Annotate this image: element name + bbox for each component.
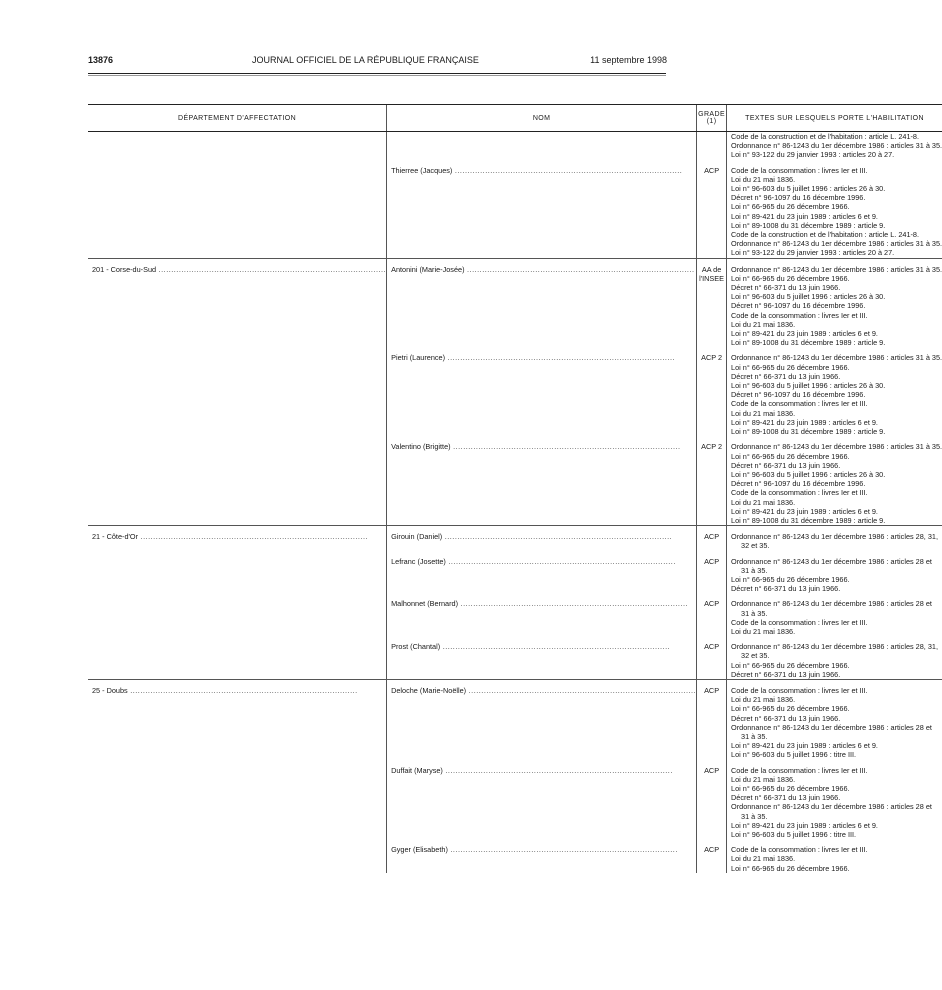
texte-line: Code de la consommation : livres Ier et III. xyxy=(731,845,868,855)
texte-line: Loi n° 66-965 du 26 décembre 1966. xyxy=(731,362,850,372)
table-row xyxy=(88,353,942,436)
nom-label: Girouin (Daniel) ..... xyxy=(387,532,696,541)
texte-line: Décret n° 66-371 du 13 juin 1966. xyxy=(731,669,841,679)
table-row xyxy=(88,166,942,259)
nom-cell xyxy=(387,845,697,873)
texte-line: Ordonnance n° 86-1243 du 1er décembre 1986 : articles 28 et xyxy=(731,599,932,609)
departement-label: 21 - Côte-d'Or ..... xyxy=(88,532,386,541)
departement-cell xyxy=(88,532,387,550)
grade-label: ACP xyxy=(704,532,720,542)
table-row xyxy=(88,599,942,636)
departement-cell xyxy=(88,686,387,760)
texte-line: Loi n° 96-603 du 5 juillet 1996 : articles 26 à 30. xyxy=(731,381,886,391)
textes-cell xyxy=(727,265,942,348)
texte-line: Code de la construction et de l'habitation : article L. 241-8. xyxy=(731,230,920,240)
page-header xyxy=(0,55,731,69)
texte-line: Loi n° 89-421 du 23 juin 1989 : articles 6 et 9. xyxy=(731,417,878,427)
departement-label: 25 - Doubs ..... xyxy=(88,686,386,695)
texte-line: Loi n° 93-122 du 29 janvier 1993 : articles 20 à 27. xyxy=(731,150,895,160)
nom-cell xyxy=(387,686,697,760)
texte-line: Ordonnance n° 86-1243 du 1er décembre 1986 : articles 31 à 35. xyxy=(731,353,942,363)
grade-label: ACP 2 xyxy=(701,442,723,452)
texte-line: Loi du 21 mai 1836. xyxy=(731,774,796,784)
nom-cell xyxy=(387,166,697,259)
textes-cell xyxy=(727,166,942,259)
texte-line: Code de la consommation : livres Ier et III. xyxy=(731,617,868,627)
departement-cell xyxy=(88,265,387,348)
textes-cell xyxy=(727,686,942,760)
textes-cell xyxy=(727,532,942,550)
nom-label: Malhonnet (Bernard) ..... xyxy=(387,599,696,608)
texte-line: Loi n° 96-603 du 5 juillet 1996 : articles 26 à 30. xyxy=(731,292,886,302)
departement-cell xyxy=(88,557,387,594)
table-row xyxy=(88,557,942,594)
grade-label: ACP xyxy=(704,165,720,175)
nom-label: Thierree (Jacques) ..... xyxy=(387,166,696,175)
texte-line: Décret n° 66-371 du 13 juin 1966. xyxy=(731,371,841,381)
grade-cell xyxy=(697,845,727,873)
table-row xyxy=(88,845,942,873)
column-header-departement: DÉPARTEMENT D'AFFECTATION xyxy=(88,105,387,132)
texte-line: Loi n° 89-421 du 23 juin 1989 : articles 6 et 9. xyxy=(731,211,878,221)
texte-line: Loi n° 66-965 du 26 décembre 1966. xyxy=(731,660,850,670)
habilitation-table xyxy=(88,104,942,873)
texte-line: Loi n° 66-965 du 26 décembre 1966. xyxy=(731,202,850,212)
nom-label: Prost (Chantal) ..... xyxy=(387,642,696,651)
table-row xyxy=(88,265,942,348)
grade-label: ACP xyxy=(704,845,720,855)
journal-title: JOURNAL OFFICIEL DE LA RÉPUBLIQUE FRANÇAISE xyxy=(252,55,479,65)
texte-line: Loi n° 89-1008 du 31 décembre 1989 : article 9. xyxy=(731,338,886,348)
grade-cell xyxy=(697,353,727,436)
texte-line: Décret n° 96-1097 du 16 décembre 1996. xyxy=(731,390,866,400)
texte-line: Ordonnance n° 86-1243 du 1er décembre 1986 : articles 28 et xyxy=(731,802,932,812)
grade-cell xyxy=(697,599,727,636)
texte-line: Ordonnance n° 86-1243 du 1er décembre 1986 : articles 28, 31, xyxy=(731,642,938,652)
texte-line: Loi n° 96-603 du 5 juillet 1996 : articles 26 à 30. xyxy=(731,184,886,194)
textes-cell xyxy=(727,845,942,873)
texte-line: Ordonnance n° 86-1243 du 1er décembre 1986 : articles 28, 31, xyxy=(731,532,938,542)
column-header-textes: TEXTES SUR LESQUELS PORTE L'HABILITATION xyxy=(727,105,942,132)
table-row xyxy=(88,442,942,525)
grade-cell xyxy=(697,132,727,160)
texte-line: Ordonnance n° 86-1243 du 1er décembre 1986 : articles 28 et xyxy=(731,556,932,566)
texte-line: Loi du 21 mai 1836. xyxy=(731,319,796,329)
texte-line: Code de la consommation : livres Ier et III. xyxy=(731,310,868,320)
texte-line: Loi n° 66-965 du 26 décembre 1966. xyxy=(731,451,850,461)
grade-label: ACP xyxy=(704,556,720,566)
texte-line: 32 et 35. xyxy=(741,651,770,661)
table-row xyxy=(88,642,942,679)
texte-line: Décret n° 96-1097 du 16 décembre 1996. xyxy=(731,479,866,489)
grade-cell xyxy=(697,442,727,525)
departement-cell xyxy=(88,766,387,840)
departement-cell xyxy=(88,642,387,679)
table-row xyxy=(88,532,942,550)
grade-label: ACP xyxy=(704,765,720,775)
table-header-row xyxy=(88,105,942,132)
departement-cell xyxy=(88,599,387,636)
texte-line: Code de la consommation : livres Ier et III. xyxy=(731,488,868,498)
texte-line: Loi n° 89-421 du 23 juin 1989 : articles 6 et 9. xyxy=(731,329,878,339)
texte-line: Loi n° 93-122 du 29 janvier 1993 : articles 20 à 27. xyxy=(731,248,895,258)
texte-line: Décret n° 66-371 du 13 juin 1966. xyxy=(731,713,841,723)
nom-cell xyxy=(387,642,697,679)
texte-line: 31 à 35. xyxy=(741,565,768,575)
texte-line: 31 à 35. xyxy=(741,811,768,821)
table-row xyxy=(88,686,942,760)
grade-cell xyxy=(697,557,727,594)
texte-line: Loi n° 89-1008 du 31 décembre 1989 : article 9. xyxy=(731,515,886,525)
departement-cell xyxy=(88,132,387,160)
texte-line: Décret n° 96-1097 du 16 décembre 1996. xyxy=(731,193,866,203)
textes-cell xyxy=(727,599,942,636)
textes-cell xyxy=(727,557,942,594)
texte-line: Code de la construction et de l'habitation : article L. 241-8. xyxy=(731,132,920,141)
page-number: 13876 xyxy=(88,55,114,65)
texte-line: Loi du 21 mai 1836. xyxy=(731,695,796,705)
texte-line: Loi du 21 mai 1836. xyxy=(731,408,796,418)
texte-line: Loi du 21 mai 1836. xyxy=(731,174,796,184)
grade-label: ACP xyxy=(704,685,720,695)
texte-line: 31 à 35. xyxy=(741,608,768,618)
nom-label: Pietri (Laurence) ..... xyxy=(387,353,696,362)
texte-line: Loi du 21 mai 1836. xyxy=(731,854,796,864)
textes-cell xyxy=(727,442,942,525)
texte-line: Ordonnance n° 86-1243 du 1er décembre 1986 : articles 31 à 35. xyxy=(731,442,942,452)
grade-label: AA de l'INSEE xyxy=(699,264,725,283)
nom-label: Antonini (Marie-Josée) ..... xyxy=(387,265,696,274)
issue-date: 11 septembre 1998 xyxy=(590,55,667,65)
texte-line: 32 et 35. xyxy=(741,541,770,551)
texte-line: Loi n° 96-603 du 5 juillet 1996 : titre III. xyxy=(731,830,857,840)
grade-cell xyxy=(697,686,727,760)
texte-line: Loi n° 89-421 du 23 juin 1989 : articles 6 et 9. xyxy=(731,820,878,830)
texte-line: Loi n° 66-965 du 26 décembre 1966. xyxy=(731,784,850,793)
texte-line: Décret n° 96-1097 du 16 décembre 1996. xyxy=(731,301,866,311)
column-header-nom: NOM xyxy=(387,105,697,132)
header-rule-thin xyxy=(88,75,666,76)
texte-line: Loi n° 96-603 du 5 juillet 1996 : titre III. xyxy=(731,750,857,760)
grade-cell xyxy=(697,166,727,259)
texte-line: 31 à 35. xyxy=(741,731,768,741)
nom-cell xyxy=(387,132,697,160)
texte-line: Code de la consommation : livres Ier et III. xyxy=(731,765,868,775)
texte-line: Loi n° 89-421 du 23 juin 1989 : articles 6 et 9. xyxy=(731,741,878,751)
nom-label: Duffait (Maryse) ..... xyxy=(387,766,696,775)
departement-label: 201 - Corse-du-Sud ..... xyxy=(88,265,386,274)
texte-line: Ordonnance n° 86-1243 du 1er décembre 1986 : articles 31 à 35. xyxy=(731,239,942,249)
textes-cell xyxy=(727,766,942,840)
texte-line: Loi du 21 mai 1836. xyxy=(731,626,796,636)
texte-line: Décret n° 66-371 du 13 juin 1966. xyxy=(731,460,841,470)
nom-cell xyxy=(387,353,697,436)
textes-cell xyxy=(727,353,942,436)
texte-line: Code de la consommation : livres Ier et III. xyxy=(731,399,868,409)
texte-line: Ordonnance n° 86-1243 du 1er décembre 1986 : articles 28 et xyxy=(731,722,932,732)
texte-line: Décret n° 66-371 du 13 juin 1966. xyxy=(731,793,841,803)
textes-cell xyxy=(727,642,942,679)
table-row xyxy=(88,766,942,840)
texte-line: Code de la consommation : livres Ier et III. xyxy=(731,685,868,695)
texte-line: Loi n° 89-1008 du 31 décembre 1989 : article 9. xyxy=(731,427,886,437)
textes-cell xyxy=(727,132,942,160)
texte-line: Loi du 21 mai 1836. xyxy=(731,497,796,507)
nom-cell xyxy=(387,532,697,550)
nom-label: Valentino (Brigitte) ..... xyxy=(387,442,696,451)
texte-line: Loi n° 96-603 du 5 juillet 1996 : articles 26 à 30. xyxy=(731,469,886,479)
nom-cell xyxy=(387,265,697,348)
grade-label: ACP 2 xyxy=(701,353,723,363)
texte-line: Loi n° 66-965 du 26 décembre 1966. xyxy=(731,704,850,714)
column-header-grade: GRADE (1) xyxy=(697,105,727,132)
texte-line: Ordonnance n° 86-1243 du 1er décembre 1986 : articles 31 à 35. xyxy=(731,141,942,151)
nom-label: Lefranc (Josette) ..... xyxy=(387,557,696,566)
grade-label: ACP xyxy=(704,599,720,609)
table-body xyxy=(88,132,942,873)
departement-cell xyxy=(88,166,387,259)
nom-cell xyxy=(387,442,697,525)
texte-line: Loi n° 66-965 du 26 décembre 1966. xyxy=(731,863,850,873)
texte-line: Code de la consommation : livres Ier et III. xyxy=(731,165,868,175)
texte-line: Décret n° 66-371 du 13 juin 1966. xyxy=(731,283,841,293)
grade-cell xyxy=(697,766,727,840)
grade-label: ACP xyxy=(704,642,720,652)
table-row xyxy=(88,132,942,160)
texte-line: Loi n° 89-1008 du 31 décembre 1989 : article 9. xyxy=(731,220,886,230)
texte-line: Loi n° 66-965 du 26 décembre 1966. xyxy=(731,273,850,283)
nom-cell xyxy=(387,766,697,840)
grade-cell xyxy=(697,265,727,348)
nom-label: Deloche (Marie-Noëlle) ..... xyxy=(387,686,696,695)
nom-cell xyxy=(387,599,697,636)
nom-cell xyxy=(387,557,697,594)
departement-cell xyxy=(88,442,387,525)
texte-line: Loi n° 66-965 du 26 décembre 1966. xyxy=(731,574,850,584)
header-rule xyxy=(88,73,666,74)
grade-cell xyxy=(697,532,727,550)
texte-line: Décret n° 66-371 du 13 juin 1966. xyxy=(731,584,841,594)
departement-cell xyxy=(88,353,387,436)
departement-cell xyxy=(88,845,387,873)
texte-line: Loi n° 89-421 du 23 juin 1989 : articles 6 et 9. xyxy=(731,506,878,516)
texte-line: Ordonnance n° 86-1243 du 1er décembre 1986 : articles 31 à 35. xyxy=(731,264,942,274)
nom-label: Gyger (Elisabeth) ..... xyxy=(387,845,696,854)
grade-cell xyxy=(697,642,727,679)
